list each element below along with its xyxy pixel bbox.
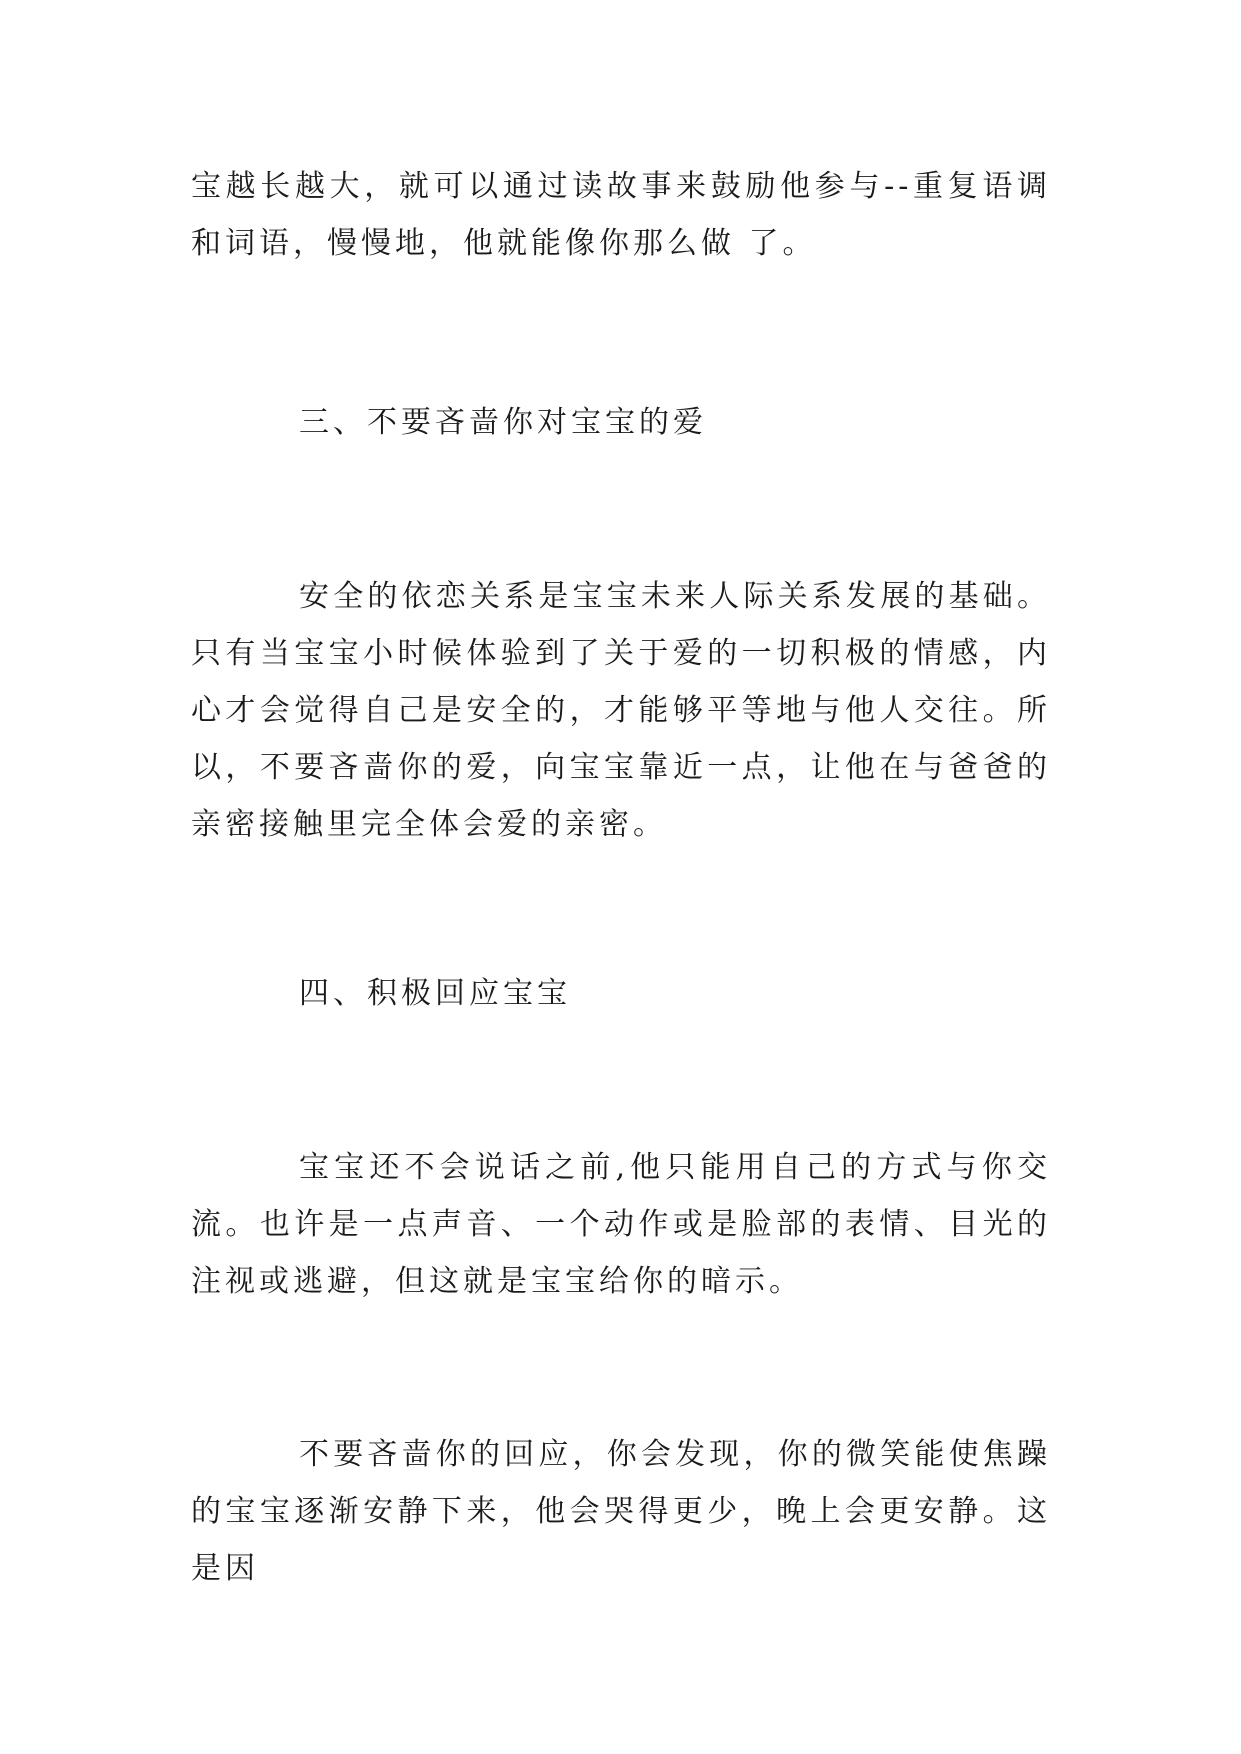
- paragraph-continued: 宝越长越大，就可以通过读故事来鼓励他参与--重复语调和词语，慢慢地，他就能像你那么做 了。: [191, 169, 1051, 261]
- paragraph-respond: 不要吝啬你的回应，你会发现，你的微笑能使焦躁的宝宝逐渐安静下来，他会哭得更少，晚上会更安静。这是因: [191, 1437, 1051, 1586]
- section-heading-3: 三、不要吝啬你对宝宝的爱: [299, 405, 707, 440]
- paragraph-baby-communication: 宝宝还不会说话之前,他只能用自己的方式与你交流。也许是一点声音、一个动作或是脸部的表情、目光的注视或逃避，但这就是宝宝给你的暗示。: [191, 1150, 1051, 1299]
- paragraph-secure-attachment: 安全的依恋关系是宝宝未来人际关系发展的基础。只有当宝宝小时候体验到了关于爱的一切积极的情感，内心才会觉得自己是安全的，才能够平等地与他人交往。所以，不要吝啬你的爱，向宝宝靠近一点，让他在与爸爸的亲密接触里完全体会爱的亲密。: [191, 579, 1051, 842]
- section-heading-4: 四、积极回应宝宝: [299, 976, 571, 1011]
